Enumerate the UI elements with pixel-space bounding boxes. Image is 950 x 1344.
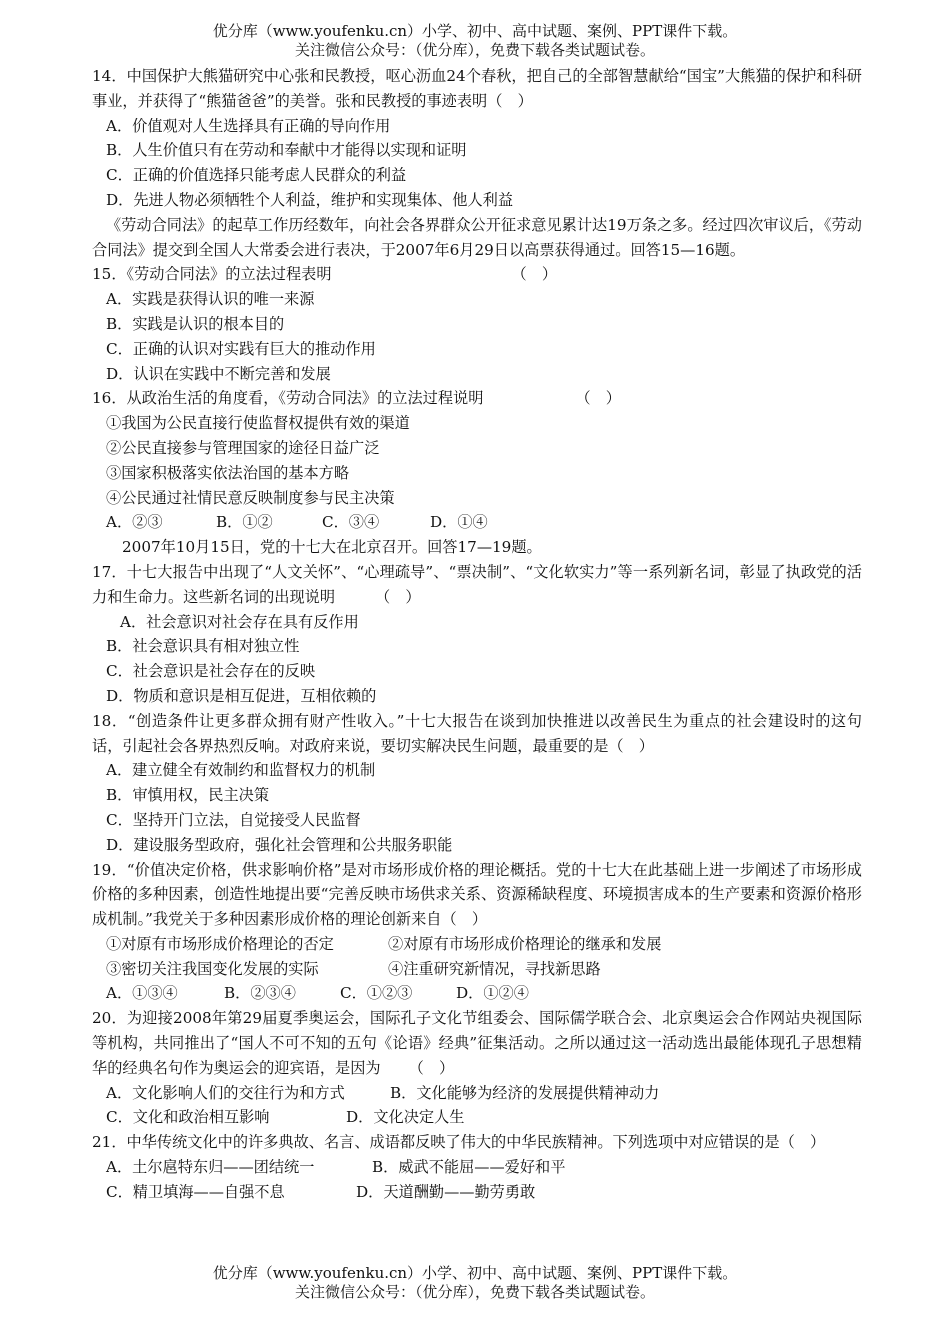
question-16-option-d: D．①④	[430, 513, 488, 532]
question-16-stem-line	[92, 386, 862, 411]
question-19-item-2: ②对原有市场形成价格理论的继承和发展	[388, 934, 662, 953]
question-16-option-a: A．②③	[106, 513, 163, 532]
question-15-option-c: C．正确的认识对实践有巨大的推动作用	[106, 339, 376, 358]
question-17-option-c: C．社会意识是社会存在的反映	[106, 662, 316, 681]
question-14-option-d: D．先进人物必须牺牲个人利益，维护和实现集体、他人利益	[106, 190, 514, 209]
question-14-stem: 14．中国保护大熊猫研究中心张和民教授，呕心沥血24个春秋，把自己的全部智慧献给“国宝”大熊猫的保护和科研事业，并获得了“熊猫爸爸”的美誉。张和民教授的事迹表明（ ）	[92, 67, 862, 110]
question-17-option-b: B．社会意识具有相对独立性	[106, 637, 300, 656]
question-19-option-c: C．①②③	[340, 984, 413, 1003]
material-17-19: 2007年10月15日，党的十七大在北京召开。回答17—19题。	[122, 538, 542, 557]
question-15-option-b: B．实践是认识的根本目的	[106, 314, 285, 333]
question-15-stem-line	[92, 262, 862, 287]
question-21-stem: 21．中华传统文化中的许多典故、名言、成语都反映了伟大的中华民族精神。下列选项中对应错误的是（ ）	[92, 1133, 826, 1152]
exam-content	[92, 64, 862, 1205]
question-19-options	[92, 981, 862, 1006]
question-21-option-a: A．土尔扈特东归——团结统一	[106, 1158, 315, 1177]
question-16-item-1: ①我国为公民直接行使监督权提供有效的渠道	[106, 414, 410, 433]
question-16-options	[92, 510, 862, 535]
question-19-option-d: D．①②④	[456, 984, 529, 1003]
question-16-stem: 16．从政治生活的角度看，《劳动合同法》的立法过程说明	[92, 389, 484, 408]
question-17-bracket: （ ）	[375, 587, 421, 606]
question-17-stem-block	[92, 560, 862, 610]
question-20-options-row-2	[92, 1105, 862, 1130]
question-19-item-3: ③密切关注我国变化发展的实际	[106, 959, 319, 978]
question-16-bracket: （ ）	[575, 389, 621, 408]
footer-banner-line-2: 关注微信公众号：（优分库），免费下载各类试题试卷。	[294, 1283, 655, 1301]
question-18-option-b: B．审慎用权，民主决策	[106, 786, 270, 805]
question-21-options-row-1	[92, 1155, 862, 1180]
question-16-item-4: ④公民通过社情民意反映制度参与民主决策	[106, 488, 395, 507]
question-18-option-a: A．建立健全有效制约和监督权力的机制	[106, 761, 376, 780]
question-16-option-b: B．①②	[216, 513, 273, 532]
question-19-option-b: B．②③④	[224, 984, 296, 1003]
question-17-option-d: D．物质和意识是相互促进，互相依赖的	[106, 686, 377, 705]
header-banner-line-2: 关注微信公众号：（优分库），免费下载各类试题试卷。	[294, 41, 655, 59]
question-20-option-b: B．文化能够为经济的发展提供精神动力	[390, 1083, 660, 1102]
footer-banner-line-1: 优分库（www.youfenku.cn）小学、初中、高中试题、案例、PPT课件下载。	[212, 1264, 738, 1282]
question-20-options-row-1	[92, 1081, 862, 1106]
footer-banner	[0, 1264, 950, 1302]
header-banner-line-1: 优分库（www.youfenku.cn）小学、初中、高中试题、案例、PPT课件下载。	[212, 22, 738, 40]
question-18-option-c: C．坚持开门立法，自觉接受人民监督	[106, 810, 361, 829]
question-15-bracket: （ ）	[511, 265, 558, 284]
question-21-option-c: C．精卫填海——自强不息	[106, 1182, 285, 1201]
question-19-stem: 19．“价值决定价格，供求影响价格”是对市场形成价格的理论概括。党的十七大在此基础上进一步阐述了市场形成价格的多种因素，创造性地提出要“完善反映市场供求关系、资源稀缺程度、环境损害成本的生产要素和资源价格形成机制。”我党关于多种因素形成价格的理论创新来自（ ）	[92, 860, 862, 929]
question-16-item-2: ②公民直接参与管理国家的途径日益广泛	[106, 438, 380, 457]
question-14-option-a: A．价值观对人生选择具有正确的导向作用	[106, 116, 391, 135]
question-21-option-d: D．天道酬勤——勤劳勇敢	[356, 1182, 536, 1201]
question-15-option-d: D．认识在实践中不断完善和发展	[106, 364, 331, 383]
question-18-option-d: D．建设服务型政府，强化社会管理和公共服务职能	[106, 835, 453, 854]
question-20-stem: 20．为迎接2008年第29届夏季奥运会，国际孔子文化节组委会、国际儒学联合会、北京奥运会合作网站央视国际等机构，共同推出了“国人不可不知的五句《论语》经典”征集活动。之所以通过这一活动选出最能体现孔子思想精华的经典名句作为奥运会的迎宾语，是因为	[92, 1009, 862, 1077]
material-15-16: 《劳动合同法》的起草工作历经数年，向社会各界群众公开征求意见累计达19万条之多。经过四次审议后，《劳动合同法》提交到全国人大常委会进行表决，于2007年6月29日以高票获得通过。回答15—16题。	[92, 215, 862, 259]
question-14-option-c: C．正确的价值选择只能考虑人民群众的利益	[106, 166, 407, 185]
question-21-option-b: B．威武不能屈——爱好和平	[372, 1158, 566, 1177]
question-20-bracket: （ ）	[408, 1058, 455, 1077]
question-17-option-a: A．社会意识对社会存在具有反作用	[120, 612, 359, 631]
question-15-option-a: A．实践是获得认识的唯一来源	[106, 290, 315, 309]
question-20-option-a: A．文化影响人们的交往行为和方式	[106, 1083, 345, 1102]
question-20-option-c: C．文化和政治相互影响	[106, 1108, 270, 1127]
question-19-item-1: ①对原有市场形成价格理论的否定	[106, 934, 334, 953]
question-20-stem-block	[92, 1006, 862, 1080]
question-16-item-3: ③国家积极落实依法治国的基本方略	[106, 463, 349, 482]
question-17-stem: 17．十七大报告中出现了“人文关怀”、“心理疏导”、“票决制”、“文化软实力”等一系列新名词，彰显了执政党的活力和生命力。这些新名词的出现说明	[92, 562, 862, 606]
question-19-option-a: A．①③④	[106, 984, 178, 1003]
question-19-items-row-1	[92, 932, 862, 957]
question-16-option-c: C．③④	[322, 513, 380, 532]
question-19-item-4: ④注重研究新情况，寻找新思路	[388, 959, 601, 978]
question-18-stem: 18．“创造条件让更多群众拥有财产性收入。”十七大报告在谈到加快推进以改善民生为重点的社会建设时的这句话，引起社会各界热烈反响。对政府来说，要切实解决民生问题，最重要的是（ ）	[92, 711, 862, 755]
question-19-items-row-2	[92, 957, 862, 982]
question-20-option-d: D．文化决定人生	[346, 1108, 465, 1127]
question-14-option-b: B．人生价值只有在劳动和奉献中才能得以实现和证明	[106, 141, 467, 160]
question-21-options-row-2	[92, 1180, 862, 1205]
header-banner	[0, 22, 950, 60]
question-15-stem: 15．《劳动合同法》的立法过程表明	[92, 265, 332, 284]
